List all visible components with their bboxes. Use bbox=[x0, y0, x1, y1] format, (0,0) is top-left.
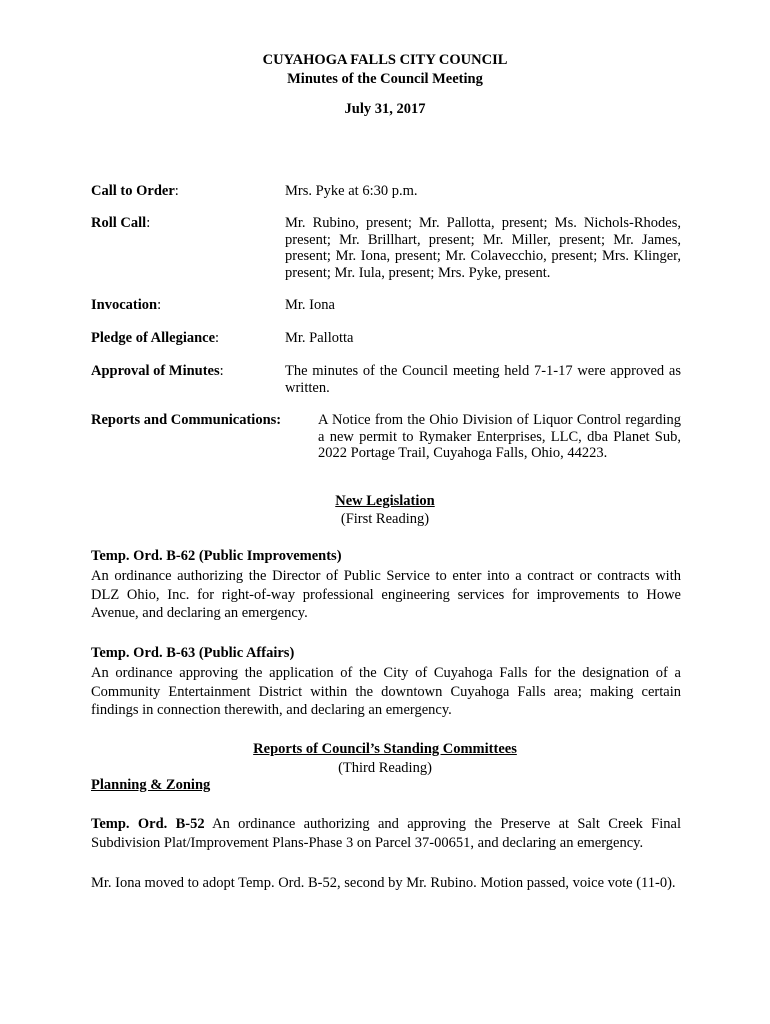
roll-call-value: Mr. Rubino, present; Mr. Pallotta, present; Ms. Nichols-Rhodes, present; Mr. Brillhart, present; Mr. Miller, present; Mr. James, present; Mr. Iona, present; Mr. Colavecchio, present; Mrs. Klinger, present; Mr. Iula, present; Mrs. Pyke, present. bbox=[285, 215, 681, 281]
approval-label: Approval of Minutes: bbox=[91, 363, 224, 379]
committees-heading: Reports of Council’s Standing Committees bbox=[253, 741, 517, 757]
meeting-date: July 31, 2017 bbox=[344, 101, 426, 117]
call-to-order-label: Call to Order: bbox=[91, 183, 179, 199]
new-legislation-heading: New Legislation bbox=[335, 493, 435, 509]
b63-title: Temp. Ord. B-63 (Public Affairs) bbox=[91, 645, 295, 661]
approval-value: The minutes of the Council meeting held 7-1-17 were approved as written. bbox=[285, 363, 681, 396]
motion-text: Mr. Iona moved to adopt Temp. Ord. B-52, second by Mr. Rubino. Motion passed, voice vote (11-0). bbox=[91, 875, 676, 891]
b52-paragraph bbox=[91, 815, 681, 852]
pledge-value: Mr. Pallotta bbox=[285, 330, 354, 346]
committees-subheading: (Third Reading) bbox=[338, 760, 432, 776]
document-subtitle: Minutes of the Council Meeting bbox=[287, 71, 483, 87]
call-to-order-value: Mrs. Pyke at 6:30 p.m. bbox=[285, 183, 418, 199]
b62-title: Temp. Ord. B-62 (Public Improvements) bbox=[91, 548, 342, 564]
pledge-label: Pledge of Allegiance: bbox=[91, 330, 220, 346]
roll-call-label: Roll Call: bbox=[91, 215, 151, 231]
b52-text: An ordinance authorizing and approving the Preserve at Salt Creek Final Subdivision Plat/Improvement Plans-Phase 3 on Parcel 37-00651, and declaring an emergency. bbox=[91, 816, 681, 851]
reports-label: Reports and Communications: bbox=[91, 412, 282, 428]
b63-text: An ordinance approving the application of the City of Cuyahoga Falls for the designation of a Community Entertainment District within the downtown Cuyahoga Falls area; making certain findings in connection therewith, and declaring an emergency. bbox=[91, 665, 681, 718]
b52-title: Temp. Ord. B-52 bbox=[91, 816, 205, 832]
reports-value: A Notice from the Ohio Division of Liquor Control regarding a new permit to Rymaker Enterprises, LLC, dba Planet Sub, 2022 Portage Trail, Cuyahoga Falls, Ohio, 44223. bbox=[318, 412, 681, 461]
b62-text: An ordinance authorizing the Director of Public Service to enter into a contract or contracts with DLZ Ohio, Inc. for right-of-way professional engineering services for improvements to Howe Avenue, and declaring an emergency. bbox=[91, 568, 681, 621]
document-title: CUYAHOGA FALLS CITY COUNCIL bbox=[262, 52, 508, 68]
invocation-value: Mr. Iona bbox=[285, 297, 335, 313]
new-legislation-subheading: (First Reading) bbox=[340, 511, 430, 527]
invocation-label: Invocation: bbox=[91, 297, 162, 313]
planning-zoning-heading: Planning & Zoning bbox=[91, 777, 211, 793]
